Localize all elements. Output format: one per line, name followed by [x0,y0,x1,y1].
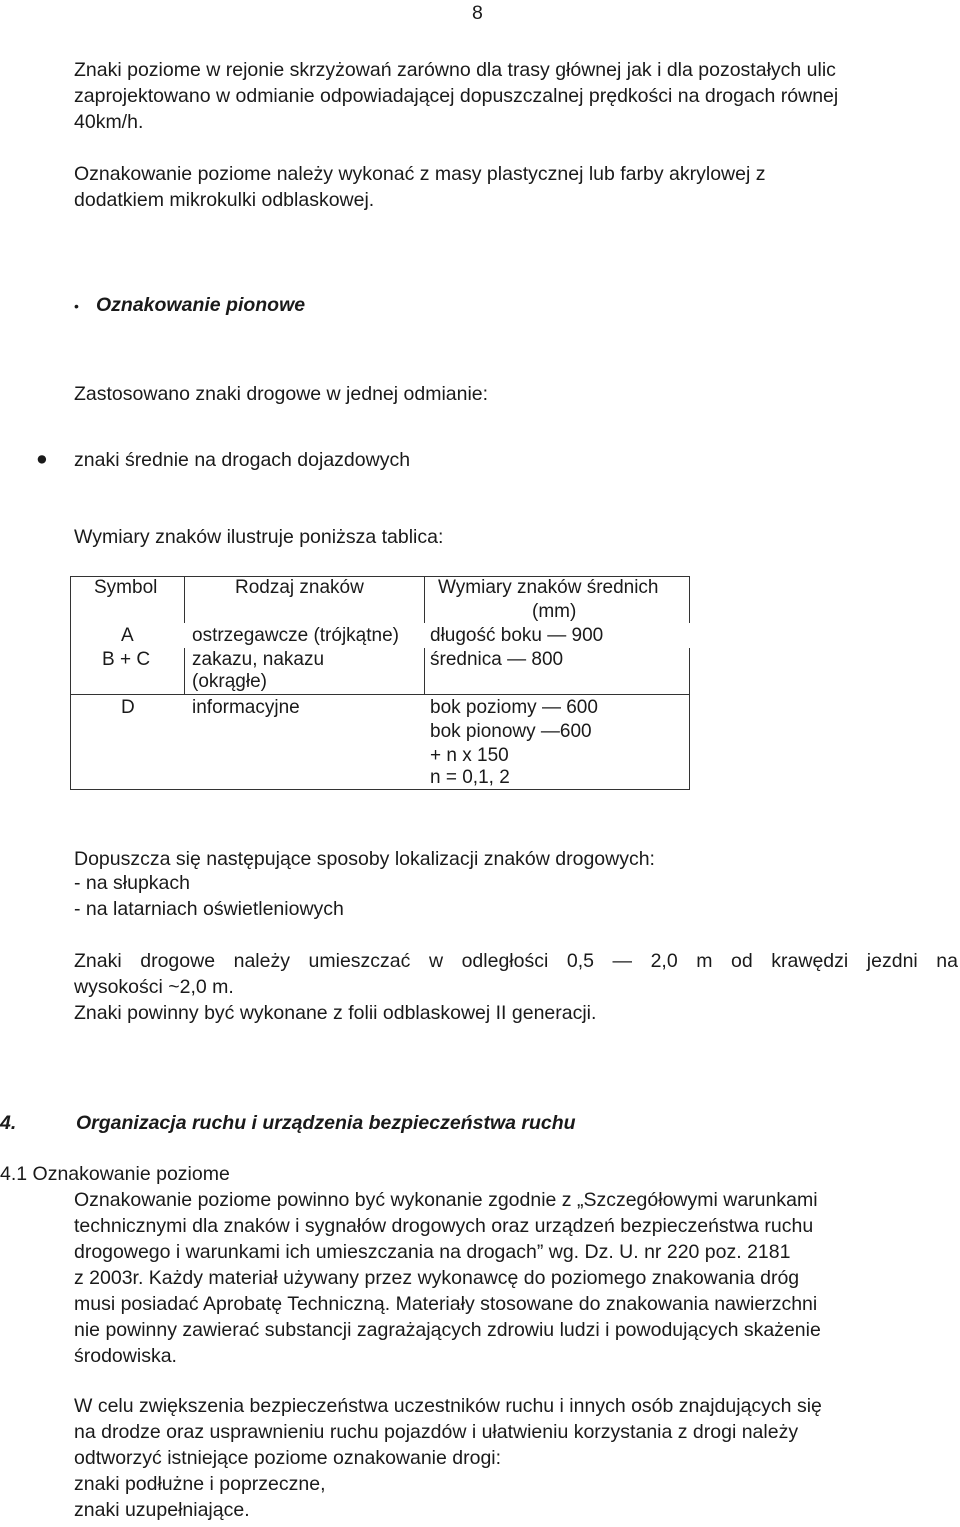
vertical-bullet-text: znaki średnie na drogach dojazdowych [74,449,411,471]
table-right-border-upper [689,576,690,623]
table-col2-divider-top [424,576,425,623]
bullet-icon: ● [36,448,48,470]
table-header-type: Rodzaj znaków [235,577,364,598]
table-row-bc-symbol: B + C [102,649,151,670]
vertical-intro: Zastosowano znaki drogowe w jednej odmianie: [74,383,489,405]
section41-p2-line1: W celu zwiększenia bezpieczeństwa uczestników ruchu i innych osób znajdujących się [74,1395,822,1417]
distance-line2: wysokości ~2,0 m. [74,976,234,998]
section41-p2-line3: odtworzyć istniejące poziome oznakowanie drogi: [74,1447,502,1469]
distance-line3: Znaki powinny być wykonane z folii odblaskowej II generacji. [74,1002,597,1024]
table-col1-divider-mid [184,648,185,695]
table-row-bc-type2: (okrągłe) [192,671,267,692]
locations-item-2: - na latarniach oświetleniowych [74,898,344,920]
section41-p1-line3: drogowego i warunkami ich umieszczania na drogach” wg. Dz. U. nr 220 poz. 2181 [74,1241,791,1263]
table-row-d-dims-line2: bok pionowy —600 [430,721,592,742]
table-row-a-dims: długość boku — 900 [430,625,604,646]
table-header-symbol: Symbol [94,577,158,598]
section41-p1-line6: nie powinny zawierać substancji zagrażających zdrowiu ludzi i powodujących skażenie [74,1319,821,1341]
locations-intro: Dopuszcza się następujące sposoby lokalizacji znaków drogowych: [74,848,655,870]
table-row-a-symbol: A [121,625,134,646]
section41-p2-line2: na drodze oraz usprawnieniu ruchu pojazdów i ułatwieniu korzystania z drogi należy [74,1421,799,1443]
table-row-d-type: informacyjne [192,697,300,718]
section41-p1-line7: środowiska. [74,1345,177,1367]
section41-p1-line2: technicznymi dla znaków i sygnałów drogowych oraz urządzeń bezpieczeństwa ruchu [74,1215,814,1237]
table-right-border-lower [689,648,690,790]
table-header-dims-line2: (mm) [532,601,577,622]
section41-p1-line1: Oznakowanie poziome powinno być wykonanie zgodnie z „Szczegółowymi warunkami [74,1189,818,1211]
section4-number: 4. [0,1112,17,1134]
locations-item-1: - na słupkach [74,872,190,894]
table-row-d-dims-line1: bok poziomy — 600 [430,697,598,718]
table-row-d-dims-line4: n = 0,1, 2 [430,767,510,788]
section41-p1-line4: z 2003r. Każdy materiał używany przez wykonawcę do poziomego znakowania dróg [74,1267,800,1289]
table-row-a-type: ostrzegawcze (trójkątne) [192,625,399,646]
page-number: 8 [472,2,483,24]
distance-line1: Znaki drogowe należy umieszczać w odległości 0,5 — 2,0 m od krawędzi jezdni na [74,950,958,972]
table-col2-divider-mid [424,648,425,695]
table-row-divider [70,694,690,695]
table-left-border [70,576,71,790]
section41-title: 4.1 Oznakowanie poziome [0,1163,230,1185]
section41-p2-line4: znaki podłużne i poprzeczne, [74,1473,326,1495]
intro-p1-line3: 40km/h. [74,111,144,133]
table-intro: Wymiary znaków ilustruje poniższa tablica: [74,526,444,548]
table-row-bc-dims: średnica — 800 [430,649,564,670]
intro-p2-line1: Oznakowanie poziome należy wykonać z masy plastycznej lub farby akrylowej z [74,163,766,185]
table-row-d-symbol: D [121,697,135,718]
table-bottom-border [70,789,690,790]
section41-p2-line5: znaki uzupełniające. [74,1499,250,1521]
heading-bullet-icon: • [74,298,79,314]
table-col1-divider-top [184,576,185,623]
table-row-d-dims-line3: + n x 150 [430,745,509,766]
intro-p1-line2: zaprojektowano w odmianie odpowiadającej dopuszczalnej prędkości na drogach równej [74,85,839,107]
table-row-bc-type: zakazu, nakazu [192,649,325,670]
section4-title: Organizacja ruchu i urządzenia bezpieczeństwa ruchu [76,1112,576,1134]
table-header-dims-line1: Wymiary znaków średnich [438,577,659,598]
intro-p2-line2: dodatkiem mikrokulki odblaskowej. [74,189,375,211]
section41-p1-line5: musi posiadać Aprobatę Techniczną. Materiały stosowane do znakowania nawierzchni [74,1293,818,1315]
section-heading-vertical: Oznakowanie pionowe [96,294,306,316]
intro-p1-line1: Znaki poziome w rejonie skrzyżowań zarówno dla trasy głównej jak i dla pozostałych ulic [74,59,836,81]
